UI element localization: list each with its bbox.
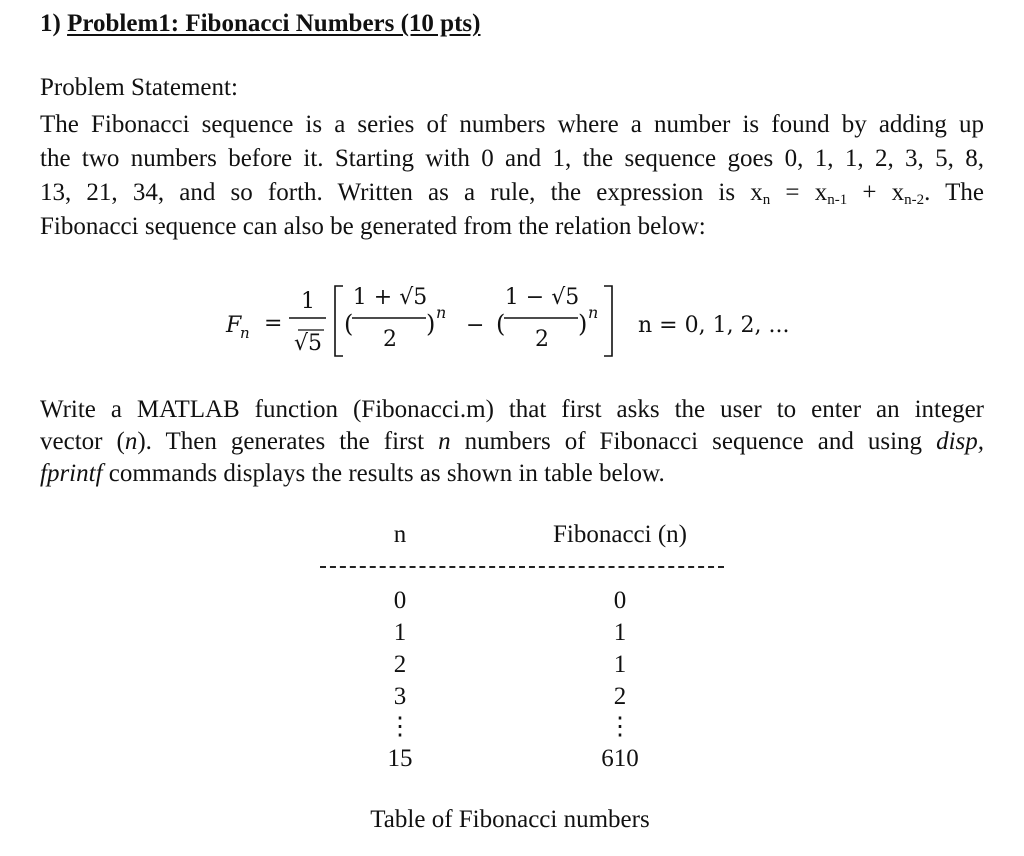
binet-formula [226,282,806,358]
table-cell-fib: 1 [613,651,627,678]
formula-range: n = 0, 1, 2, ... [638,313,790,338]
term1-numerator: 1 + √5 [352,285,428,310]
table-cell-fib: 610 [601,745,639,772]
table-header-n: n [393,521,407,548]
svg-text:√5: √5 [293,331,323,356]
svg-text:n: n [240,324,250,342]
table-cell-n: ⋮ [387,713,413,740]
problem-title: Problem1: Fibonacci Numbers (10 pts) [67,10,481,37]
paragraph-fibonacci-intro [40,108,984,244]
svg-text:(: ( [344,310,354,338]
table-header-fibonacci: Fibonacci (n) [553,521,687,548]
problem-heading [40,10,480,38]
para2-line1: Write a MATLAB function (Fibonacci.m) that first asks the user to enter an integer [40,396,984,423]
table-cell-n: 15 [387,745,413,772]
svg-text:n: n [588,303,599,322]
para1-line2: the two numbers before it. Starting with 0 and 1, the sequence goes 0, 1, 1, 2, 3, 5, 8, [40,145,984,172]
para2-line3: fprintf commands displays the results as shown in table below. [40,460,665,487]
table-cell-fib: 2 [613,683,627,710]
table-cell-n: 2 [393,651,407,678]
para2-line2: vector (n). Then generates the first n numbers of Fibonacci sequence and using disp, [40,428,985,455]
table-cell-n: 1 [393,619,407,646]
para1-line3: 13, 21, 34, and so forth. Written as a rule, the expression is $x_n = x_{n-1} + x_{n-2}$. The [40,179,984,208]
table-caption: Table of Fibonacci numbers [370,806,650,833]
svg-text:2: 2 [535,327,549,352]
term2-numerator: 1 − √5 [504,285,580,310]
right-bracket-icon [604,286,612,356]
svg-text:): ) [578,310,588,338]
formula-equals: = [264,311,283,336]
svg-text:): ) [426,310,436,338]
fibonacci-table [320,520,724,840]
left-bracket-icon [335,286,343,356]
table-cell-fib: 1 [613,619,627,646]
para1-line1: The Fibonacci sequence is a series of numbers where a number is found by adding up [40,111,984,138]
para1-line4: Fibonacci sequence can also be generated from the relation below: [40,213,706,240]
statement-label: Problem Statement: [40,74,238,101]
table-cell-fib: 0 [613,587,627,614]
table-divider [320,566,724,568]
problem-number: 1) [40,10,61,37]
formula-minus: − [466,313,485,338]
svg-text:1: 1 [301,289,315,314]
formula-lhs: F [226,313,242,338]
table-cell-fib: ⋮ [607,713,633,740]
table-cell-n: 0 [393,587,407,614]
svg-text:(: ( [496,310,506,338]
rule-expression: $x_n = x_{n-1} + x_{n-2}$ [750,179,925,208]
svg-text:2: 2 [383,327,397,352]
table-cell-n: 3 [393,683,407,710]
paragraph-task [40,394,984,490]
svg-text:n: n [436,303,447,322]
